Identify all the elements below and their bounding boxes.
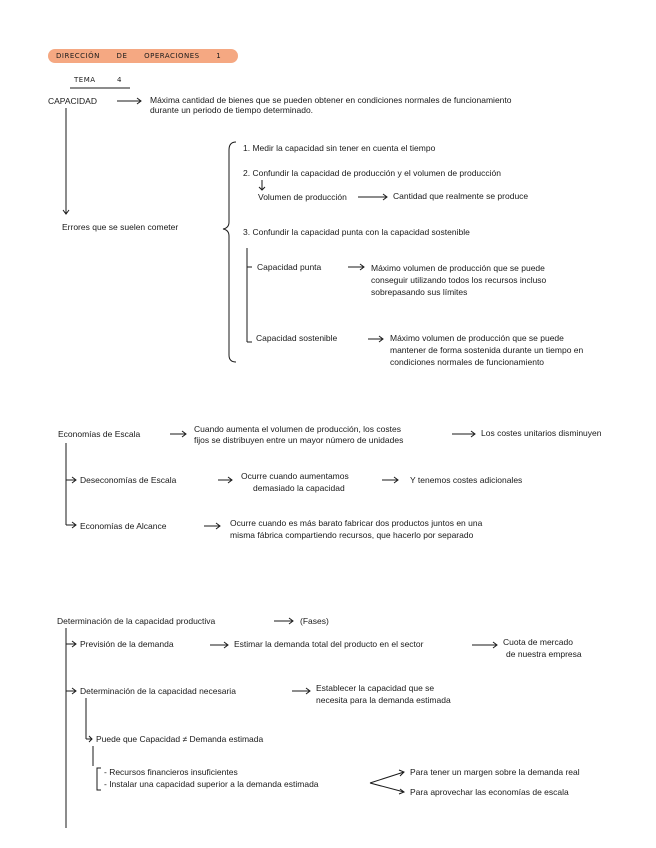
capacidad-term: CAPACIDAD	[48, 96, 97, 106]
escala-result: Los costes unitarios disminuyen	[481, 428, 602, 438]
recurso-2: - Instalar una capacidad superior a la demanda estimada	[104, 779, 319, 789]
deseconomias-definition-1: Ocurre cuando aumentamos	[241, 471, 349, 481]
page-title: DIRECCIÓN DE OPERACIONES 1	[56, 52, 222, 60]
error-3: 3. Confundir la capacidad punta con la capacidad sostenible	[243, 227, 470, 237]
escala-definition-2: fijos se distribuyen entre un mayor número de unidades	[194, 435, 404, 445]
punta-definition-2: conseguir utilizando todos los recursos incluso	[371, 275, 547, 285]
punta-definition-1: Máximo volumen de producción que se puede	[371, 263, 545, 273]
escala-reason: Para aprovechar las economías de escala	[410, 787, 569, 797]
deseconomias-definition-2: demasiado la capacidad	[253, 483, 345, 493]
necesaria-definition-2: necesita para la demanda estimada	[316, 695, 451, 705]
tema-label: TEMA	[74, 76, 96, 84]
alcance-label: Economías de Alcance	[80, 521, 167, 531]
sostenible-label: Capacidad sostenible	[256, 333, 338, 343]
prevision-definition: Estimar la demanda total del producto en el sector	[234, 639, 424, 649]
capacidad-definition-2: durante un periodo de tiempo determinado.	[150, 105, 314, 115]
necesaria-label: Determinación de la capacidad necesaria	[80, 686, 236, 696]
escala-definition-1: Cuando aumenta el volumen de producción, los costes	[194, 424, 401, 434]
volumen-label: Volumen de producción	[258, 192, 347, 202]
capacidad-definition-1: Máxima cantidad de bienes que se pueden obtener en condiciones normales de funcionamiento	[150, 95, 512, 105]
sostenible-definition-3: condiciones normales de funcionamiento	[390, 357, 545, 367]
volumen-definition: Cantidad que realmente se produce	[393, 191, 529, 201]
alcance-definition-2: misma fábrica compartiendo recursos, que hacerlo por separado	[230, 530, 474, 540]
prevision-label: Previsión de la demanda	[80, 639, 174, 649]
cuota-line-1: Cuota de mercado	[503, 637, 573, 647]
determinacion-title: Determinación de la capacidad productiva	[57, 616, 216, 626]
tema-number: 4	[117, 76, 122, 84]
errores-label: Errores que se suelen cometer	[62, 222, 179, 232]
alcance-definition-1: Ocurre cuando es más barato fabricar dos productos juntos en una	[230, 518, 483, 528]
deseconomias-label: Deseconomías de Escala	[80, 475, 177, 485]
margen-reason: Para tener un margen sobre la demanda real	[410, 767, 580, 777]
sostenible-definition-2: mantener de forma sostenida durante un tiempo en	[390, 345, 584, 355]
sostenible-definition-1: Máximo volumen de producción que se puede	[390, 333, 564, 343]
deseconomias-result: Y tenemos costes adicionales	[410, 475, 523, 485]
punta-label: Capacidad punta	[257, 262, 322, 272]
puede-que: Puede que Capacidad ≠ Demanda estimada	[96, 734, 264, 744]
error-2: 2. Confundir la capacidad de producción y el volumen de producción	[243, 168, 501, 178]
cuota-line-2: de nuestra empresa	[506, 649, 582, 659]
escala-label: Economías de Escala	[58, 429, 141, 439]
recurso-1: - Recursos financieros insuficientes	[104, 767, 238, 777]
error-1: 1. Medir la capacidad sin tener en cuenta el tiempo	[243, 143, 436, 153]
fases-label: (Fases)	[300, 616, 329, 626]
punta-definition-3: sobrepasando sus límites	[371, 287, 468, 297]
necesaria-definition-1: Establecer la capacidad que se	[316, 683, 435, 693]
